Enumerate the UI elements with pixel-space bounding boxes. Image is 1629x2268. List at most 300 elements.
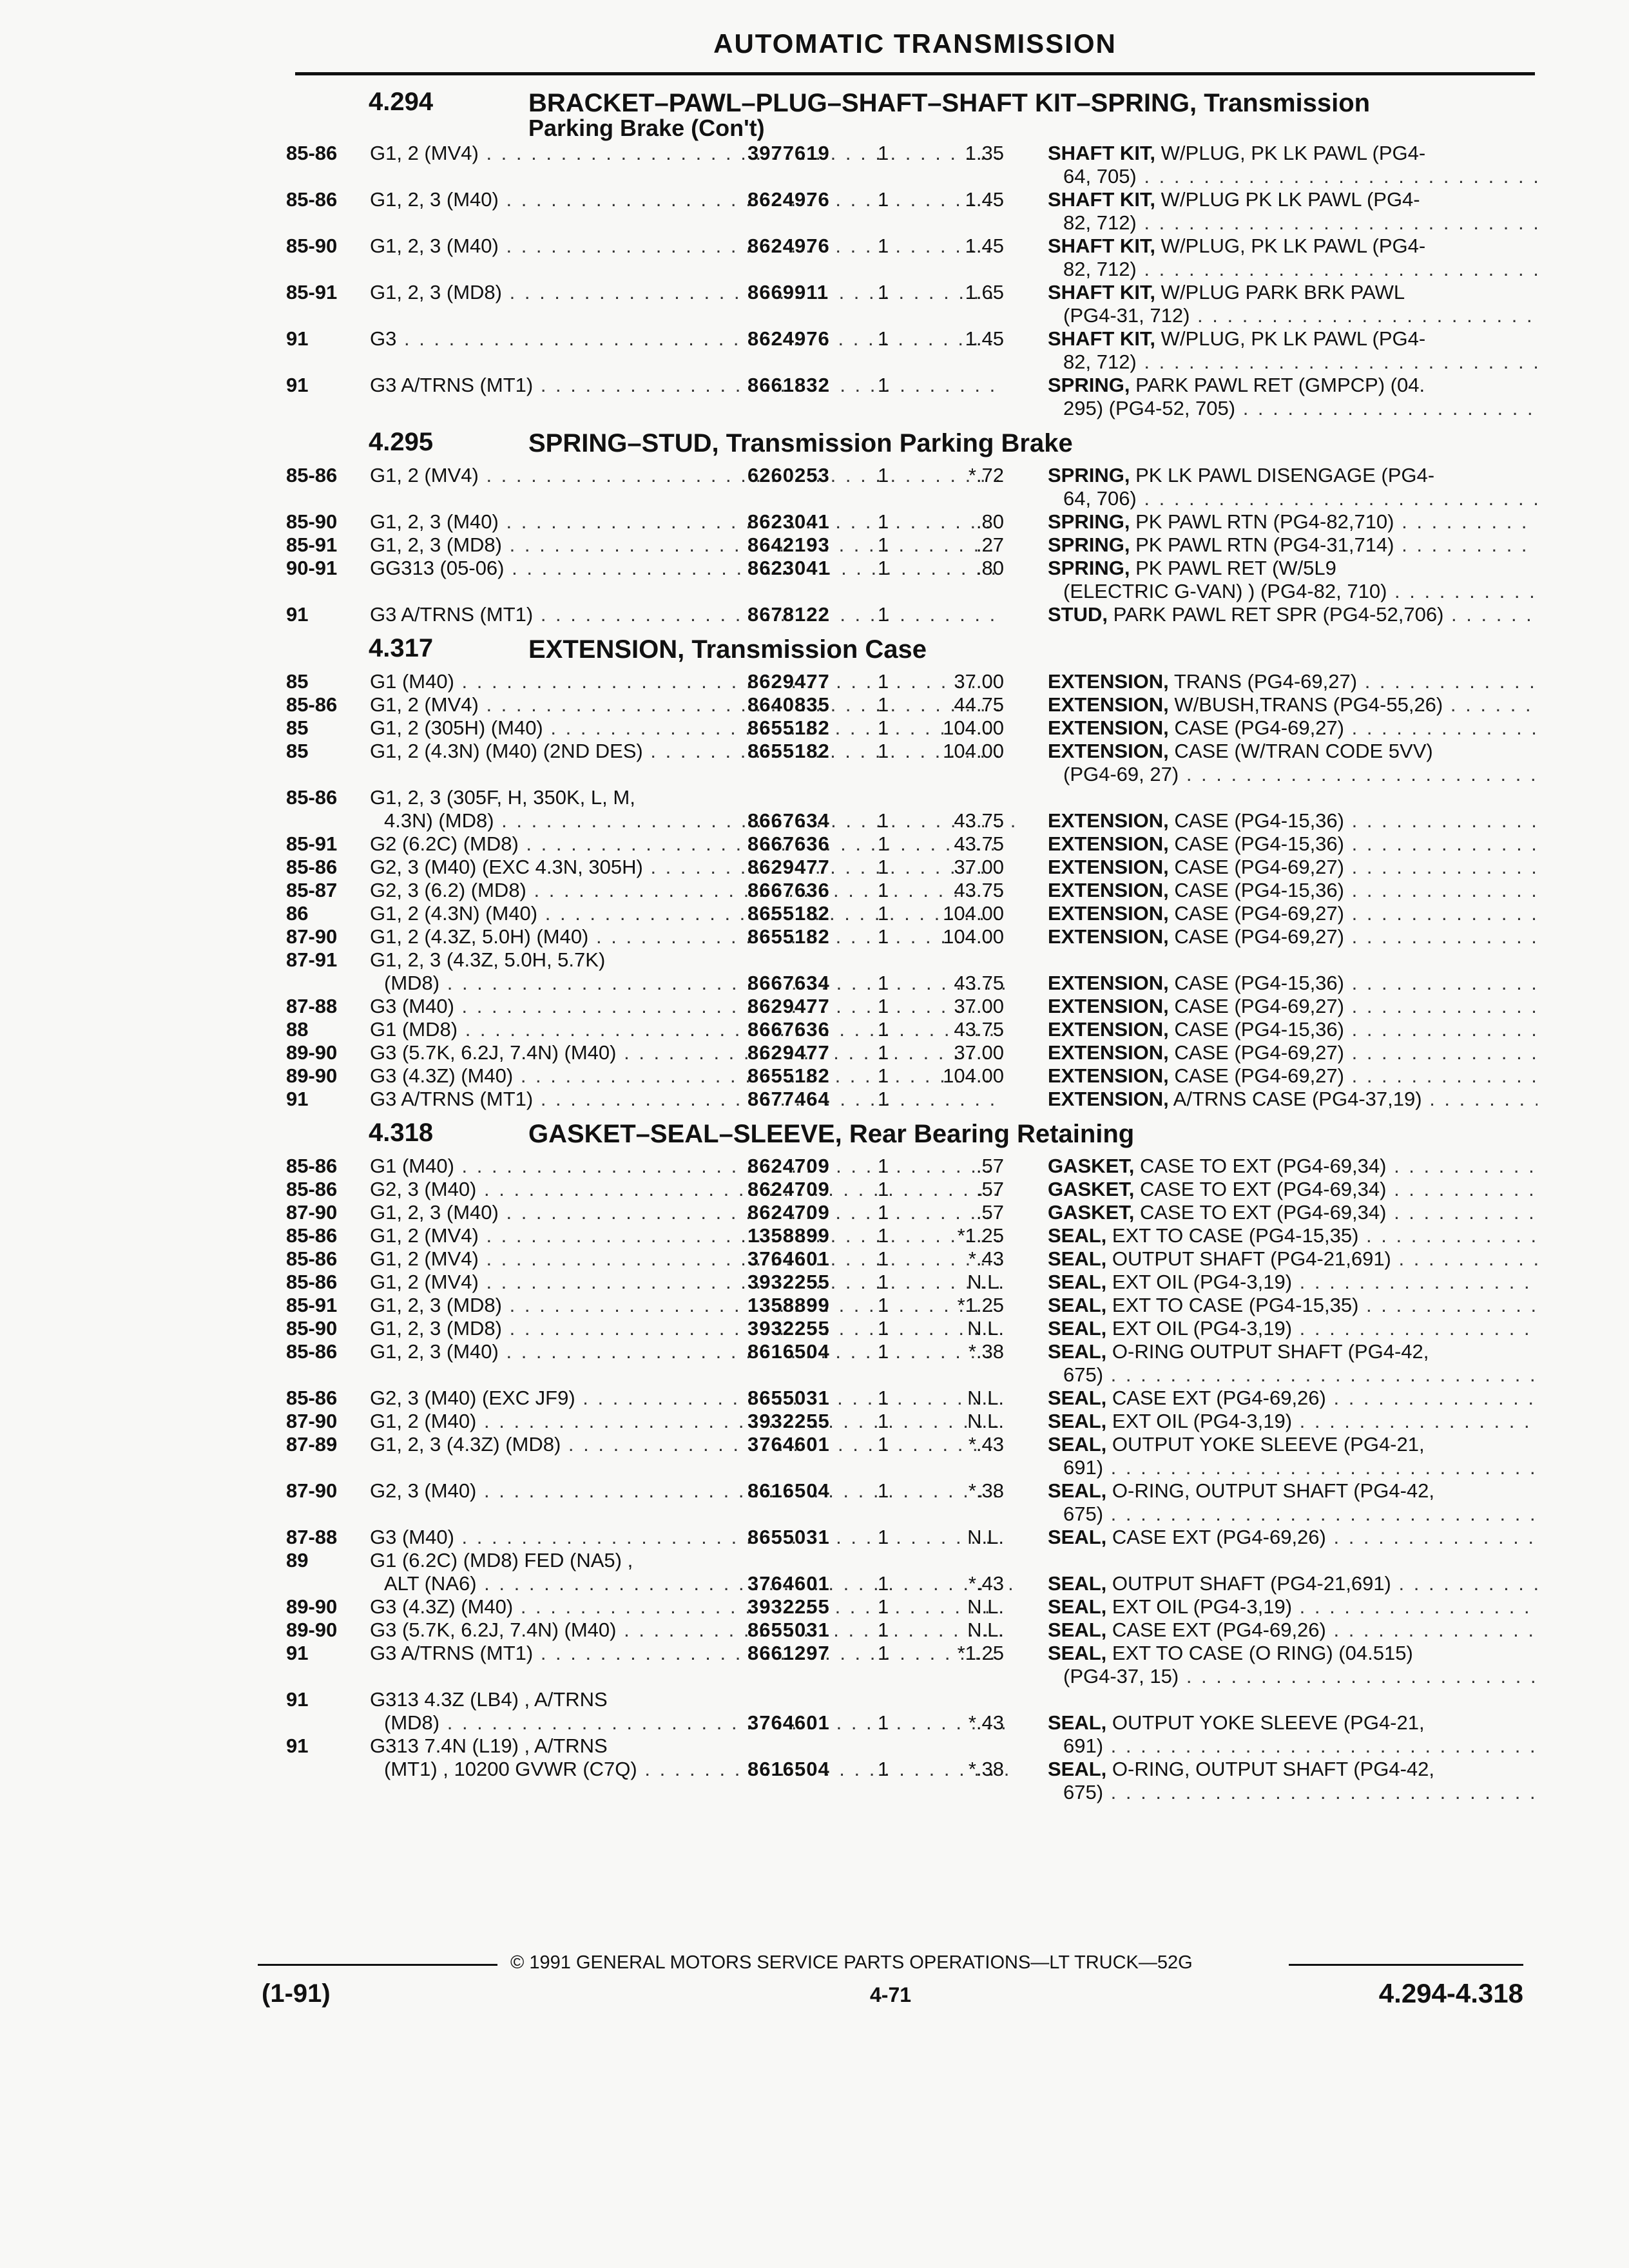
part-description [1048,142,1537,188]
model-application: G3 A/TRNS (MT1) . . . [370,603,1001,626]
quantity: 1 [878,1271,889,1293]
part-name: EXTENSION, [1048,809,1169,832]
part-number: 8629477 [747,995,830,1017]
description-line [1048,510,1537,533]
part-number: 8624709 [747,1201,830,1224]
price: N.L. [967,1271,1004,1293]
description-text: CASE (PG4-69,27) [1168,1041,1344,1064]
part-description [1048,716,1537,740]
part-number: 3977619 [747,142,830,164]
catalog-content [284,84,1540,1803]
part-description [1048,832,1537,856]
year-range: 85-86 [286,1387,338,1409]
price: *.38 [968,1479,1004,1502]
price: N.L. [967,1595,1004,1618]
quantity: 1 [878,1642,889,1664]
description-line [1048,995,1537,1018]
description-line-cont: 675) . . . [1048,1363,1537,1387]
description-line [1048,281,1537,304]
quantity: 1 [878,693,889,716]
section-title: EXTENSION, Transmission Case [528,635,927,664]
table-row [284,1088,1540,1111]
description-line [1048,1410,1537,1433]
part-number: 8667636 [747,879,830,901]
price: 37.00 [954,856,1004,878]
table-row [284,1387,1540,1410]
description-line-cont: 675) . . . [1048,1503,1537,1526]
description-text: EXT OIL (PG4-3,19) [1106,1410,1293,1432]
description-text: CASE (PG4-15,36) [1168,879,1344,901]
model-application: G3 A/TRNS (MT1) . . . [370,1088,1001,1111]
model-application: G1 (6.2C) (MD8) FED (NA5) , [370,1549,633,1571]
part-name: SPRING, [1048,557,1130,579]
quantity: 1 [878,1041,889,1064]
year-range: 85-91 [286,533,338,556]
part-number: 8642193 [747,533,830,556]
part-name: SEAL, [1048,1758,1107,1780]
part-name: EXTENSION, [1048,1041,1169,1064]
part-description [1048,281,1537,327]
part-name: GASKET, [1048,1155,1135,1177]
table-row [284,464,1540,510]
year-range: 85-86 [286,1340,338,1363]
description-text: W/BUSH,TRANS (PG4-55,26) [1168,693,1443,716]
part-number: 8616504 [747,1758,830,1780]
quantity: 1 [878,533,889,556]
model-application: G1, 2 (MV4) . . . [370,1271,1001,1294]
header-rule [295,72,1535,75]
description-line [1048,716,1537,740]
year-range: 85-86 [286,856,338,878]
model-application: G1, 2 (MV4) . . . [370,1247,1001,1271]
model-application: G1, 2, 3 (MD8) . . . [370,1294,1001,1317]
part-description [1048,1433,1537,1479]
model-application: G1 (M40) . . . [370,1155,1001,1178]
part-name: EXTENSION, [1048,925,1169,948]
description-line-cont: 295) (PG4-52, 705) . . . [1048,397,1537,420]
part-description [1048,327,1537,374]
model-application: G1, 2 (4.3N) (M40) (2ND DES) . . . [370,740,1001,763]
part-number: 8624976 [747,235,830,257]
part-number: 8667634 [747,809,830,832]
part-number: 8678122 [747,603,830,626]
price: 104.00 [943,902,1004,925]
year-range: 85-86 [286,188,338,211]
price: .27 [976,533,1004,556]
table-row [284,374,1540,420]
description-text: PK PAWL RTN (PG4-82,710) [1130,510,1394,533]
footer-copyright: © 1991 GENERAL MOTORS SERVICE PARTS OPERATIONS—LT TRUCK—52G [510,1952,1193,1973]
part-number: 3932255 [747,1410,830,1432]
part-number: 3764601 [747,1572,830,1595]
part-description [1048,1294,1537,1317]
quantity: 1 [878,281,889,303]
description-text: OUTPUT YOKE SLEEVE (PG4-21, [1106,1433,1425,1456]
part-number: 8624709 [747,1178,830,1200]
description-text: CASE (PG4-69,27) [1168,902,1344,925]
price: .57 [976,1178,1004,1200]
quantity: 1 [878,1018,889,1041]
table-row [284,1317,1540,1340]
table-row [284,925,1540,948]
description-text: PK PAWL RET (W/5L9 [1130,557,1336,579]
year-range: 85-90 [286,235,338,257]
part-description [1048,1317,1537,1340]
part-number: 8616504 [747,1340,830,1363]
description-text: PARK PAWL RET (GMPCP) (04. [1130,374,1425,396]
part-name: SEAL, [1048,1711,1107,1734]
part-description [1048,1642,1537,1688]
part-number: 8655031 [747,1526,830,1548]
part-description [1048,510,1537,533]
description-text: W/PLUG PARK BRK PAWL [1155,281,1405,303]
part-number: 8667634 [747,972,830,994]
table-row [284,879,1540,902]
model-application-cont: 4.3N) (MD8) . . . [384,809,1016,832]
part-name: EXTENSION, [1048,972,1169,994]
model-application: G1, 2, 3 (4.3Z, 5.0H, 5.7K) [370,948,606,971]
part-number: 3932255 [747,1595,830,1618]
year-range: 87-89 [286,1433,338,1456]
part-description [1048,670,1537,693]
description-text: O-RING, OUTPUT SHAFT (PG4-42, [1106,1479,1434,1502]
part-description [1048,1410,1537,1433]
part-description [1048,740,1537,786]
section-heading [284,424,1540,464]
year-range: 90-91 [286,557,338,579]
description-text: CASE EXT (PG4-69,26) [1106,1619,1326,1641]
description-line [1048,464,1537,487]
price: 43.75 [954,832,1004,855]
description-text: EXT OIL (PG4-3,19) [1106,1271,1293,1293]
year-range: 87-90 [286,1479,338,1502]
description-line [1048,1064,1537,1088]
description-line [1048,740,1537,763]
model-application: G1 (MD8) . . . [370,1018,1001,1041]
description-line [1048,1201,1537,1224]
part-number: 8661832 [747,374,830,396]
quantity: 1 [878,1064,889,1087]
description-text: PK LK PAWL DISENGAGE (PG4- [1130,464,1435,486]
part-description [1048,1018,1537,1041]
model-application: G2, 3 (6.2) (MD8) . . . [370,879,1001,902]
year-range: 89-90 [286,1595,338,1618]
description-text: EXT TO CASE (PG4-15,35) [1106,1224,1359,1247]
part-name: EXTENSION, [1048,1064,1169,1087]
table-row [284,1178,1540,1201]
description-text: CASE (PG4-69,27) [1168,856,1344,878]
price: 1.45 [965,235,1004,257]
description-line [1048,235,1537,258]
description-line [1048,1479,1537,1503]
model-application: G1, 2, 3 (M40) . . . [370,1201,1001,1224]
description-line [1048,1018,1537,1041]
description-text: CASE EXT (PG4-69,26) [1106,1526,1326,1548]
price: *.38 [968,1758,1004,1780]
footer-page-number: 4-71 [870,1983,912,2006]
part-name: SHAFT KIT, [1048,142,1156,164]
description-line [1048,188,1537,211]
model-application: G3 . . . [370,327,1001,351]
part-number: 8669911 [747,281,829,303]
part-description [1048,374,1537,420]
description-line [1048,1340,1537,1363]
model-application: G1, 2 (MV4) . . . [370,693,1001,716]
description-line [1048,1294,1537,1317]
year-range: 85-86 [286,1178,338,1200]
part-number: 8624976 [747,188,830,211]
part-name: SPRING, [1048,464,1130,486]
part-number: 3764601 [747,1711,830,1734]
description-line [1048,925,1537,948]
part-number: 8623041 [747,510,830,533]
part-number: 8629477 [747,670,830,693]
description-line [1048,1178,1537,1201]
price: N.L. [967,1317,1004,1340]
section-title: GASKET–SEAL–SLEEVE, Rear Bearing Retaining [528,1120,1135,1148]
description-line [1048,693,1537,716]
price: *1.25 [957,1642,1004,1664]
part-name: SEAL, [1048,1619,1107,1641]
price: N.L. [967,1526,1004,1548]
year-range: 85-86 [286,786,338,809]
description-line [1048,557,1537,580]
quantity: 1 [878,142,889,164]
part-description [1048,902,1537,925]
description-text: CASE (PG4-15,36) [1168,809,1344,832]
table-row [284,1642,1540,1688]
quantity: 1 [878,1088,889,1110]
part-name: EXTENSION, [1048,1088,1169,1110]
year-range: 91 [286,374,309,396]
description-line-cont: (PG4-37, 15) . . . [1048,1665,1537,1688]
part-description [1048,1479,1537,1526]
part-number: 8624976 [747,327,830,350]
part-number: 8616504 [747,1479,830,1502]
model-application: G1, 2, 3 (MD8) . . . [370,281,1001,304]
description-line-cont: 64, 705) . . . [1048,165,1537,188]
description-line [1048,1247,1537,1271]
part-name: SEAL, [1048,1224,1107,1247]
table-row [284,1595,1540,1619]
description-line [1048,374,1537,397]
part-description [1048,1041,1537,1064]
part-name: EXTENSION, [1048,902,1169,925]
quantity: 1 [878,925,889,948]
description-text: PK PAWL RTN (PG4-31,714) [1130,533,1394,556]
description-line-cont: 82, 712) . . . [1048,211,1537,235]
part-name: SEAL, [1048,1294,1107,1316]
description-line-cont: (ELECTRIC G-VAN) ) (PG4-82, 710) . . . [1048,580,1537,603]
quantity: 1 [878,1155,889,1177]
description-text: CASE (PG4-69,27) [1168,995,1344,1017]
part-description [1048,1595,1537,1619]
quantity: 1 [878,1433,889,1456]
footer-rule-right [1289,1964,1523,1966]
description-line [1048,142,1537,165]
part-name: EXTENSION, [1048,995,1169,1017]
description-line [1048,1642,1537,1665]
quantity: 1 [878,1340,889,1363]
quantity: 1 [878,670,889,693]
description-text: CASE TO EXT (PG4-69,34) [1134,1201,1387,1224]
quantity: 1 [878,1572,889,1595]
description-text: CASE TO EXT (PG4-69,34) [1134,1155,1387,1177]
part-description [1048,1178,1537,1201]
year-range: 87-90 [286,1410,338,1432]
model-application: G2, 3 (M40) (EXC JF9) . . . [370,1387,1001,1410]
year-range: 91 [286,1642,309,1664]
table-row [284,1247,1540,1271]
description-line-cont: (PG4-69, 27) . . . [1048,763,1537,786]
year-range: 87-90 [286,1201,338,1224]
model-application: G1, 2 (4.3Z, 5.0H) (M40) . . . [370,925,1001,948]
description-line [1048,1572,1537,1595]
price: N.L. [967,1619,1004,1641]
table-row [284,235,1540,281]
quantity: 1 [878,1711,889,1734]
part-name: SPRING, [1048,533,1130,556]
table-row [284,1224,1540,1247]
part-description [1048,1340,1537,1387]
price: N.L. [967,1410,1004,1432]
model-application: G1, 2, 3 (4.3Z) (MD8) . . . [370,1433,1001,1456]
model-application: G1, 2 (MV4) . . . [370,142,1001,165]
part-number: 8677464 [747,1088,830,1110]
part-name: SEAL, [1048,1433,1107,1456]
price: 104.00 [943,740,1004,762]
footer-date: (1-91) [262,1979,331,2008]
section-heading [284,84,1540,142]
price: N.L. [967,1387,1004,1409]
year-range: 85-86 [286,464,338,486]
description-text: EXT OIL (PG4-3,19) [1106,1595,1293,1618]
table-row [284,693,1540,716]
description-line [1048,1224,1537,1247]
part-number: 8629477 [747,856,830,878]
part-number: 8667636 [747,832,830,855]
year-range: 85-86 [286,1224,338,1247]
description-text: CASE (W/TRAN CODE 5VV) [1168,740,1433,762]
quantity: 1 [878,327,889,350]
description-line [1048,879,1537,902]
model-application: G1, 2, 3 (305F, H, 350K, L, M, [370,786,635,809]
table-row [284,902,1540,925]
year-range: 85-91 [286,832,338,855]
part-name: SPRING, [1048,510,1130,533]
description-text: W/PLUG, PK LK PAWL (PG4- [1155,142,1426,164]
model-application: G2 (6.2C) (MD8) . . . [370,832,1001,856]
quantity: 1 [878,374,889,396]
part-name: GASKET, [1048,1178,1135,1200]
description-text: TRANS (PG4-69,27) [1168,670,1358,693]
price: *1.25 [957,1224,1004,1247]
price: *.43 [968,1247,1004,1270]
part-description [1048,603,1537,626]
model-application: G1, 2, 3 (M40) . . . [370,1340,1001,1363]
part-name: EXTENSION, [1048,1018,1169,1041]
description-line [1048,327,1537,351]
part-description [1048,1619,1537,1642]
page-header: AUTOMATIC TRANSMISSION [713,28,1117,59]
model-application: G1, 2, 3 (MD8) . . . [370,1317,1001,1340]
table-row [284,670,1540,693]
table-row [284,188,1540,235]
quantity: 1 [878,1526,889,1548]
description-line [1048,1155,1537,1178]
quantity: 1 [878,1387,889,1409]
description-line-cont: 82, 712) . . . [1048,351,1537,374]
model-application: G2, 3 (M40) (EXC 4.3N, 305H) . . . [370,856,1001,879]
model-application: G1 (M40) . . . [370,670,1001,693]
section-number: 4.294 [369,88,434,116]
catalog-section [284,1115,1540,1803]
table-row [284,1064,1540,1088]
table-row [284,1479,1540,1526]
quantity: 1 [878,1178,889,1200]
description-line [1048,1271,1537,1294]
quantity: 1 [878,557,889,579]
price: *.43 [968,1572,1004,1595]
description-text: EXT OIL (PG4-3,19) [1106,1317,1293,1340]
part-description [1048,856,1537,879]
part-name: SHAFT KIT, [1048,281,1156,303]
year-range: 87-91 [286,948,338,971]
year-range: 85 [286,716,309,739]
quantity: 1 [878,972,889,994]
quantity: 1 [878,902,889,925]
description-line [1048,670,1537,693]
description-line [1048,1595,1537,1619]
year-range: 85-86 [286,1271,338,1293]
year-range: 85 [286,670,309,693]
model-application: GG313 (05-06) . . . [370,557,1001,580]
part-description [1048,809,1537,832]
quantity: 1 [878,1410,889,1432]
description-line [1048,856,1537,879]
part-description [1048,925,1537,948]
price: 43.75 [954,972,1004,994]
model-application: G2, 3 (M40) . . . [370,1479,1001,1503]
table-row [284,1735,1540,1803]
part-number: 8655182 [747,1064,830,1087]
description-text: EXT TO CASE (O RING) (04.515) [1106,1642,1413,1664]
quantity: 1 [878,716,889,739]
quantity: 1 [878,1201,889,1224]
description-line [1048,1317,1537,1340]
table-row [284,1294,1540,1317]
model-application: G3 A/TRNS (MT1) . . . [370,374,1001,397]
part-number: 1358899 [747,1294,830,1316]
model-application: G3 (M40) . . . [370,1526,1001,1549]
quantity: 1 [878,1317,889,1340]
part-description [1048,188,1537,235]
model-application: G3 (4.3Z) (M40) . . . [370,1064,1001,1088]
year-range: 85-86 [286,142,338,164]
table-row [284,740,1540,786]
description-text: OUTPUT SHAFT (PG4-21,691) [1106,1572,1391,1595]
section-subtitle: Parking Brake (Con't) [528,115,765,141]
part-name: SEAL, [1048,1572,1107,1595]
quantity: 1 [878,1294,889,1316]
part-number: 1358899 [747,1224,830,1247]
section-title: SPRING–STUD, Transmission Parking Brake [528,429,1073,457]
part-number: 3764601 [747,1247,830,1270]
part-number: 8655182 [747,925,830,948]
part-number: 8624709 [747,1155,830,1177]
price: 1.45 [965,327,1004,350]
price: 43.75 [954,1018,1004,1041]
